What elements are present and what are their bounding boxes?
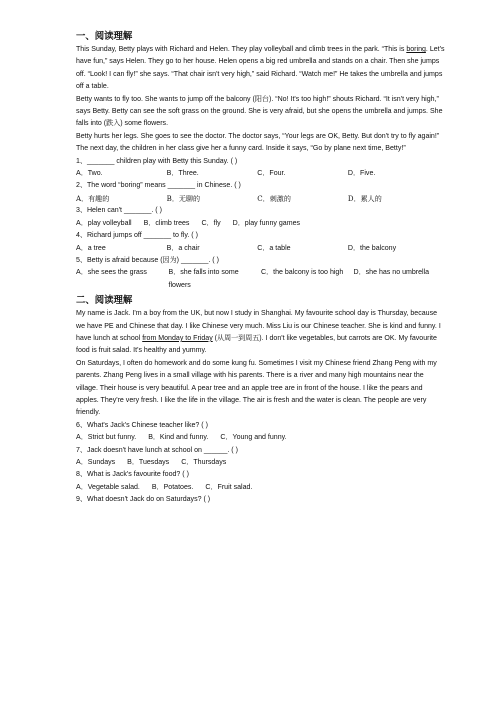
question-stem: 5、Betty is afraid because (因为) _______. ( ) [76, 256, 219, 264]
answer-option[interactable]: B．无聊的 [166, 193, 201, 203]
passage-text: . Let's have fun,” says Helen. They go to her house. Helen opens a big red umbrella and stands on a chair. Then she jumps off. “Look! I can fly!” she says. “That chair isn't very high,” said Richard. “Watch me!” He takes the umbrella and jumps off a table. [76, 46, 445, 91]
answer-option[interactable]: B．Potatoes. [151, 483, 194, 491]
question-stem: 9、What doesn't Jack do on Saturdays? ( ) [76, 496, 211, 504]
answer-option[interactable]: A．有趣的 [76, 193, 110, 203]
answer-option[interactable]: C．刺激的 [257, 193, 291, 203]
underlined-phrase: boring [406, 46, 426, 53]
passage-paragraph [76, 94, 446, 131]
answer-option[interactable]: B．climb trees [143, 219, 190, 227]
answer-option[interactable]: A．Sundays [76, 459, 116, 466]
section-2 [76, 292, 446, 507]
passage-text: Betty hurts her legs. She goes to see the doctor. The doctor says, “Your legs are OK, Betty. But don't try to fly again!” The next day, the children in her class give her a funny card. Inside it says, “Go by plane next time, Betty!” [76, 132, 440, 153]
passage-text: This Sunday, Betty plays with Richard and Helen. They play volleyball and climb trees in the park. “This is [76, 46, 407, 53]
passage-text: (从周一到周五). I don't like vegetables, but carrots are OK. My favourite food is fruit salad. It's healthy and yummy. [76, 334, 437, 355]
section-heading: 一、阅读理解 [76, 30, 133, 41]
passage-paragraph [76, 308, 446, 358]
answer-options [76, 168, 446, 180]
answer-options [76, 243, 446, 255]
answer-option[interactable]: A．Strict but funny. [76, 434, 137, 442]
answer-option[interactable]: C．Four. [257, 170, 286, 178]
answer-option[interactable]: B．Tuesdays [127, 459, 170, 466]
answer-option[interactable]: C．fly [201, 219, 221, 227]
passage-paragraph [76, 44, 446, 94]
answer-option[interactable]: C．the balcony is too high [261, 269, 344, 277]
passage-paragraph [76, 131, 446, 156]
question-stem: 3、Helen can't _______. ( ) [76, 207, 162, 215]
question-stem: 6、What's Jack's Chinese teacher like? ( ) [76, 421, 208, 429]
answer-options [76, 457, 446, 469]
question-stem: 7、Jack doesn't have lunch at school on ______. ( ) [76, 446, 238, 454]
answer-option[interactable]: D．the balcony [347, 244, 397, 252]
answer-options [76, 432, 446, 444]
question-stem: 2、The word “boring” means _______ in Chinese. ( ) [76, 182, 241, 190]
answer-option[interactable]: A．play volleyball [76, 219, 132, 227]
answer-option[interactable]: C．Fruit salad. [205, 483, 253, 491]
passage-text: On Saturdays, I often do homework and do some kung fu. Sometimes I visit my Chinese friend Zhang Peng with my parents. Zhang Peng lives in a small village with his parents. There is a river and many high mountains near the village. Their house is very beautiful. A pear tree and an apple tree are in front of the house. I like the pears and apples. They're very fresh. I like the life in the village. The air is fresh and the water is clean. The people are very friendly. [76, 359, 437, 417]
answer-option[interactable]: C．Thursdays [181, 459, 227, 466]
answer-option[interactable]: A．a tree [76, 244, 106, 252]
passage-paragraph [76, 358, 446, 420]
passage-text: Betty wants to fly too. She wants to jump off the balcony (阳台). “No! It's too high!” shouts Richard. “It isn't very high,” says Betty. Betty can see the soft grass on the ground. She is very afraid, but she opens the umbrella and jumps. She falls into (跌入) some flowers. [76, 95, 443, 128]
answer-option[interactable]: B．Three. [166, 170, 199, 178]
answer-option[interactable]: A．she sees the grass [76, 269, 147, 277]
answer-option[interactable]: B．Kind and funny. [148, 434, 209, 442]
answer-option[interactable]: C．Young and funny. [220, 434, 287, 442]
answer-option[interactable]: D．she has no umbrella [353, 269, 430, 277]
answer-option[interactable]: A．Vegetable salad. [76, 483, 140, 491]
passage-text: My name is Jack. I'm a boy from the UK, but now I study in Shanghai. My favourite school day is Thursday, because we have PE and Chinese that day. I like Chinese very much. Miss Liu is our Chinese teacher. She is kind and funny. I have lunch at school [76, 310, 441, 342]
section-1 [76, 28, 446, 292]
answer-options [76, 482, 446, 494]
question-stem: 4、Richard jumps off _______ to fly. ( ) [76, 232, 198, 240]
answer-option[interactable]: D．累人的 [347, 193, 382, 203]
answer-option[interactable]: A．Two. [76, 170, 103, 178]
answer-options [76, 267, 446, 292]
section-heading: 二、阅读理解 [76, 294, 133, 306]
underlined-phrase: from Monday to Friday [142, 334, 213, 342]
answer-option[interactable]: D．play funny games [232, 219, 301, 227]
answer-options [76, 193, 446, 205]
question-stem: 8、What is Jack's favourite food? ( ) [76, 471, 189, 479]
answer-option[interactable]: B．a chair [166, 244, 200, 252]
answer-option[interactable]: C．a table [257, 244, 291, 252]
answer-option[interactable]: D．Five. [347, 170, 376, 178]
question-stem: 1、_______ children play with Betty this Sunday. ( ) [76, 157, 238, 165]
answer-option[interactable]: B．she falls into some flowers [168, 269, 239, 289]
answer-options [76, 218, 446, 230]
